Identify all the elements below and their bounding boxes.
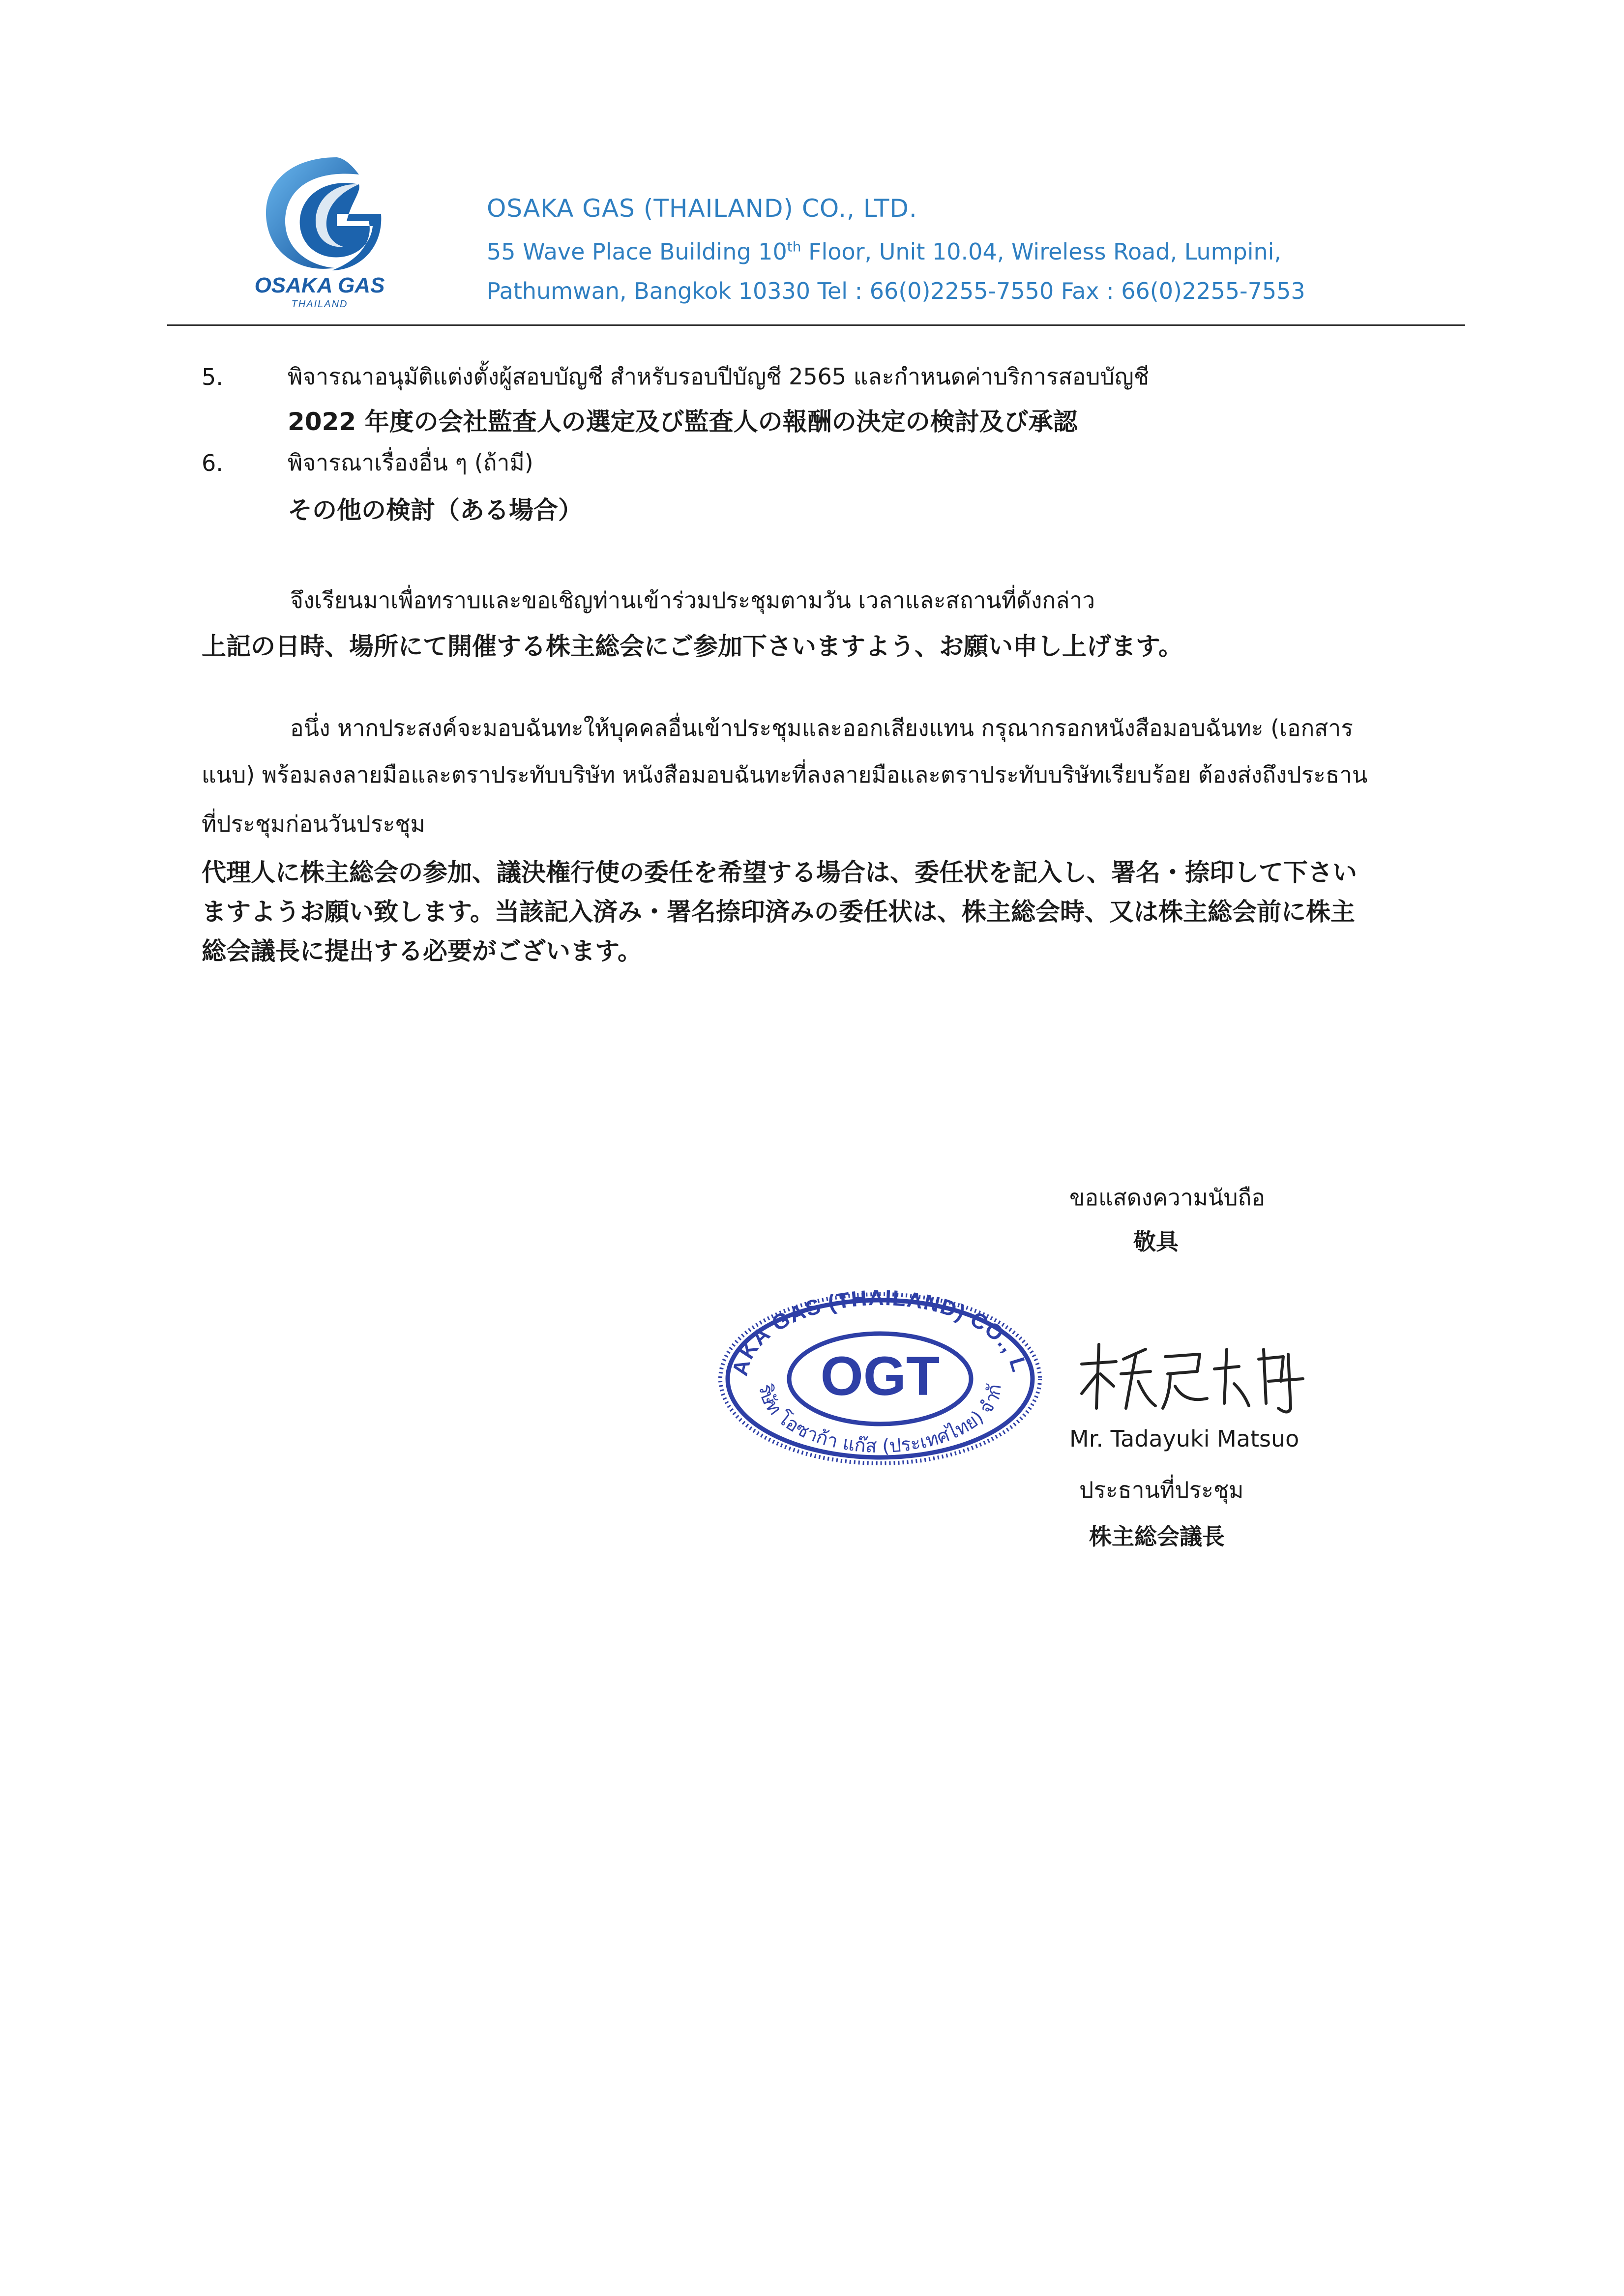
logo-text: OSAKA GAS — [254, 273, 385, 297]
item-6-japanese: その他の検討（ある場合） — [288, 496, 583, 524]
item-5-number: 5. — [202, 364, 223, 390]
item-6-thai: พิจารณาเรื่องอื่น ๆ (ถ้ามี) — [288, 449, 533, 476]
signatory-title-thai: ประธานที่ประชุม — [1079, 1477, 1244, 1503]
proxy-thai-line-3: ที่ประชุมก่อนวันประชุม — [202, 811, 425, 837]
signature-icon — [1072, 1335, 1328, 1418]
svg-text:OGT: OGT — [820, 1345, 940, 1407]
closing-thai: ขอแสดงความนับถือ — [1069, 1184, 1266, 1211]
invitation-thai: จึงเรียนมาเพื่อทราบและขอเชิญท่านเข้าร่วมประชุมตามวัน เวลาและสถานที่ดังกล่าว — [290, 587, 1095, 613]
item-5-thai: พิจารณาอนุมัติแต่งตั้งผู้สอบบัญชี สำหรับรอบปีบัญชี 2565 และกำหนดค่าบริการสอบบัญชี — [288, 363, 1150, 390]
company-logo — [211, 147, 428, 310]
company-name: OSAKA GAS (THAILAND) CO., LTD. — [487, 194, 917, 223]
svg-text:OSAKA GAS (THAILAND) CO., LTD.: AKA GAS (THAILAND) CO., L — [728, 1288, 1032, 1378]
proxy-japanese-line-3: 総会議長に提出する必要がございます。 — [202, 937, 642, 965]
handwritten-signature — [1072, 1335, 1328, 1418]
address-line-2: Pathumwan, Bangkok 10330 Tel : 66(0)2255-7550 Fax : 66(0)2255-7553 — [487, 278, 1305, 304]
logo-subtext: THAILAND — [291, 299, 348, 310]
signatory-name: Mr. Tadayuki Matsuo — [1069, 1425, 1299, 1452]
company-seal — [713, 1288, 1047, 1470]
invitation-japanese: 上記の日時、場所にて開催する株主総会にご参加下さいますよう、お願い申し上げます。 — [202, 632, 1183, 661]
closing-japanese: 敬具 — [1133, 1228, 1179, 1255]
proxy-japanese-line-2: ますようお願い致します。当該記入済み・署名捺印済みの委任状は、株主総会時、又は株主総会前に株主 — [202, 898, 1355, 926]
item-5-japanese: 2022 年度の会社監査人の選定及び監査人の報酬の決定の検討及び承認 — [288, 407, 1078, 436]
proxy-thai-line-2: แนบ) พร้อมลงลายมือและตราประทับบริษัท หนังสือมอบฉันทะที่ลงลายมือและตราประทับบริษัทเรียบร้อย ต้องส่งถึงประธาน — [202, 761, 1368, 788]
svg-text:บริษัท โอซาก้า แก๊ส (ประเทศไทย: ริษัท โอซาก้า แก๊ส (ประเทศไทย) จำกั — [755, 1383, 1005, 1457]
proxy-japanese-line-1: 代理人に株主総会の参加、議決権行使の委任を希望する場合は、委任状を記入し、署名・捺印して下さい — [202, 858, 1357, 887]
company-seal-stamp-icon — [713, 1288, 1047, 1470]
signatory-title-japanese: 株主総会議長 — [1089, 1523, 1225, 1550]
header-divider — [167, 324, 1465, 326]
osaka-gas-logo-icon — [211, 147, 428, 310]
address-line-1: 55 Wave Place Building 10th Floor, Unit 10.04, Wireless Road, Lumpini, — [487, 238, 1282, 265]
proxy-thai-line-1: อนึ่ง หากประสงค์จะมอบฉันทะให้บุคคลอื่นเข้าประชุมและออกเสียงแทน กรุณากรอกหนังสือมอบฉันทะ (เอกสาร — [290, 715, 1353, 741]
item-6-number: 6. — [202, 450, 223, 476]
